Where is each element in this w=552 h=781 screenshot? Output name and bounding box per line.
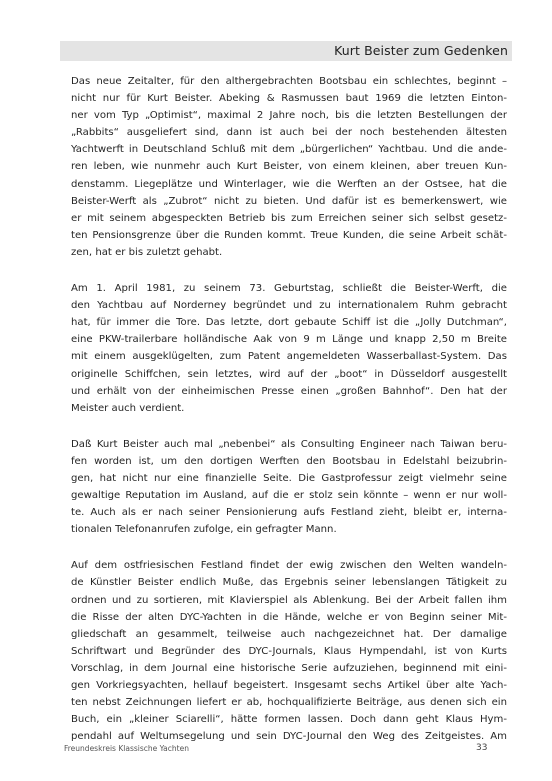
text-line: Das neue Zeitalter, für den althergebrachten Bootsbau ein schlechtes, beginnt – (71, 76, 507, 87)
text-line: nicht nur für Kurt Beister. Abeking & Rasmussen baut 1969 die letzten Einton- (71, 93, 507, 105)
text-line: gen Vorkriegsyachten, hellauf begeistert. Insgesamt sechs Artikel über alte Yach- (71, 680, 507, 691)
text-line: ten nebst Zeichnungen liefert er ab, hochqualifizierte Beiträge, aus denen sich ein (71, 697, 507, 709)
text-line: er mit seinem abgespeckten Betrieb bis zum Erreichen seiner sich selbst gesetz- (71, 212, 507, 224)
text-line: Am 1. April 1981, zu seinem 73. Geburtstag, schließt die Beister-Werft, die (71, 283, 507, 295)
text-line: gliedschaft an gesammelt, teilweise auch nachgezeichnet hat. Der damalige (71, 628, 507, 640)
text-line: Schriftwart und Begründer des DYC-Journals, Klaus Hympendahl, ist von Kurts (71, 645, 507, 657)
text-line: Beister-Werft als „Zubrot“ nicht zu bieten. Und dafür ist es bemerkenswert, wie (71, 195, 507, 207)
text-line: denstamm. Liegeplätze und Winterlager, wie die Werften an der Ostsee, hat die (71, 178, 507, 190)
text-line: den Yachtbau auf Norderney begründet und zu internationalem Ruhm gebracht (71, 300, 507, 312)
text-line: mit einem ausgeklügelten, zum Patent angemeldeten Wasserballast-System. Das (71, 351, 507, 363)
text-line: fen worden ist, um den dortigen Werften den Bootsbau in Edelstahl beizubrin- (71, 455, 507, 467)
text-line: ner vom Typ „Optimist“, maximal 2 Jahre noch, bis die letzten Bestellungen der (71, 110, 507, 122)
text-line: gen, hat nicht nur eine finanzielle Seite. Die Gastprofessur zeigt vielmehr seine (71, 472, 507, 484)
text-line: eine PKW-trailerbare holländische Aak von 9 m Länge und knapp 2,50 m Breite (71, 334, 507, 346)
text-line: die Risse der alten DYC-Yachten in die Hände, welche er von Beginn seiner Mit- (71, 611, 507, 623)
text-line: ren leben, wie nunmehr auch Kurt Beister, von einem kleinen, aber treuen Kun- (71, 161, 507, 173)
paragraph-2 (71, 280, 507, 417)
paragraph-4 (71, 557, 507, 745)
text-line: gewaltige Reputation im Ausland, auf die er stolz sein könnte – wenn er nur woll- (71, 490, 507, 502)
text-line: ordnen und zu sortieren, mit Klavierspiel als Ablenkung. Bei der Arbeit fallen ihm (71, 594, 507, 606)
text-line: originelle Schiffchen, sein letztes, wird auf der „boot“ in Düsseldorf ausgestellt (71, 368, 507, 380)
page-header-title: Kurt Beister zum Gedenken (334, 43, 508, 58)
text-line: und erhält von der einheimischen Presse einen „großen Bahnhof“. Den hat der (71, 385, 507, 397)
page-number: 33 (476, 743, 488, 753)
text-line: tionalen Telefonanrufen zufolge, ein gefragter Mann. (71, 524, 337, 536)
text-line: hat, für immer die Tore. Das letzte, dort gebaute Schiff ist die „Jolly Dutchman“, (71, 317, 507, 329)
text-line: te. Auch als er nach seiner Pensionierung aufs Festland zieht, bleibt er, interna- (71, 507, 507, 519)
paragraph-1 (71, 73, 507, 261)
footer-publisher: Freundeskreis Klassische Yachten (64, 744, 189, 753)
text-line: de Künstler Beister endlich Muße, das Ergebnis seiner lebenslangen Tätigkeit zu (71, 577, 507, 589)
text-line: Daß Kurt Beister auch mal „nebenbei“ als Consulting Engineer nach Taiwan beru- (71, 438, 507, 450)
text-line: zen, hat er bis zuletzt gehabt. (71, 246, 223, 258)
text-line: Buch, ein „kleiner Sciarelli“, hätte formen lassen. Doch dann geht Klaus Hym- (71, 714, 507, 726)
text-line: Vorschlag, in dem Journal eine historische Serie aufzuziehen, beginnend mit eini- (71, 662, 507, 674)
text-line: Meister auch verdient. (71, 402, 185, 414)
text-line: Auf dem ostfriesischen Festland findet der ewig zwischen den Welten wandeln- (71, 560, 507, 572)
text-line: pendahl auf Weltumsegelung und sein DYC-Journal den Weg des Zeitgeistes. Am (71, 731, 507, 743)
text-line: „Rabbits“ ausgeliefert sind, dann ist auch bei der noch bestehenden ältesten (71, 127, 507, 139)
text-line: Yachtwerft in Deutschland Schluß mit dem „bürgerlichen“ Yachtbau. Und die ande- (71, 144, 507, 156)
text-line: ten Pensionsgrenze über die Runden kommt. Treue Kunden, die seine Arbeit schät- (71, 229, 507, 241)
article-body (71, 73, 507, 764)
paragraph-3 (71, 436, 507, 539)
